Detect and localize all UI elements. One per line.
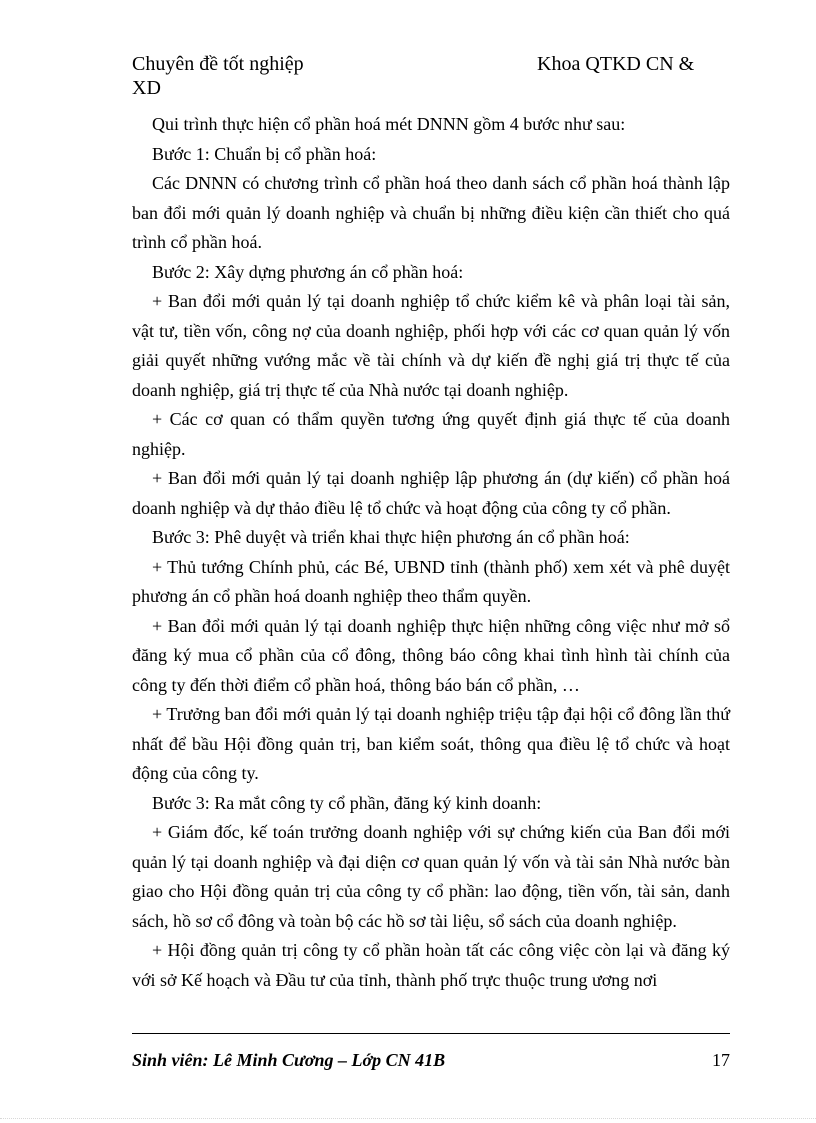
paragraph-step1-body: Các DNNN có chương trình cổ phần hoá theo danh sách cổ phần hoá thành lập ban đổi mới quản lý doanh nghiệp và chuẩn bị những điều kiện cần thiết cho quá trình cổ phần hoá. bbox=[132, 173, 730, 252]
paragraph-step2-item3: + Ban đổi mới quản lý tại doanh nghiệp lập phương án (dự kiến) cổ phần hoá doanh nghiệp và dự thảo điều lệ tổ chức và hoạt động của công ty cổ phần. bbox=[132, 468, 730, 518]
paragraph-step4-item2: + Hội đồng quản trị công ty cổ phần hoàn tất các công việc còn lại và đăng ký với sở Kế hoạch và Đầu tư của tỉnh, thành phố trực thuộc trung ương nơi bbox=[132, 940, 730, 990]
body-text bbox=[132, 110, 730, 995]
footer-student: Sinh viên: Lê Minh Cương – Lớp CN 41B bbox=[132, 1050, 446, 1070]
header-faculty-line1: Khoa QTKD CN & bbox=[537, 53, 695, 75]
paragraph-step2-item1: + Ban đổi mới quản lý tại doanh nghiệp tổ chức kiểm kê và phân loại tài sản, vật tư, tiền vốn, công nợ của doanh nghiệp, phối hợp với các cơ quan quản lý vốn giải quyết những vướng mắc về tài chính và dự kiến đề nghị giá trị thực tế của doanh nghiệp, giá trị thực tế của Nhà nước tại doanh nghiệp. bbox=[132, 291, 730, 400]
page-number: 17 bbox=[712, 1050, 730, 1070]
paragraph-step3-heading: Bước 3: Phê duyệt và triển khai thực hiện phương án cổ phần hoá: bbox=[152, 527, 630, 547]
paragraph-step2-item2: + Các cơ quan có thẩm quyền tương ứng quyết định giá thực tế của doanh nghiệp. bbox=[132, 409, 730, 459]
footer-divider bbox=[132, 1033, 730, 1034]
page-footer bbox=[132, 1048, 730, 1072]
paragraph-intro: Qui trình thực hiện cổ phần hoá mét DNNN gồm 4 bước như sau: bbox=[152, 114, 626, 134]
header-faculty-line2: XD bbox=[132, 77, 161, 99]
paragraph-step4-heading: Bước 3: Ra mắt công ty cổ phần, đăng ký kinh doanh: bbox=[152, 792, 542, 813]
paragraph-step3-item1: + Thủ tướng Chính phủ, các Bé, UBND tỉnh (thành phố) xem xét và phê duyệt phương án cổ phần hoá doanh nghiệp theo thẩm quyền. bbox=[132, 556, 730, 606]
header-title: Chuyên đề tốt nghiệp bbox=[132, 53, 304, 75]
paragraph-step3-item2: + Ban đổi mới quản lý tại doanh nghiệp thực hiện những công việc như mở sổ đăng ký mua cổ phần của cổ đông, thông báo công khai tình hình tài chính của công ty đến thời điểm cổ phần hoá, thông báo bán cổ phần, … bbox=[132, 615, 730, 695]
page-bottom-edge bbox=[0, 1118, 816, 1119]
paragraph-step4-item1: + Giám đốc, kế toán trưởng doanh nghiệp với sự chứng kiến của Ban đổi mới quản lý tại doanh nghiệp và đại diện cơ quan quản lý vốn và tài sản Nhà nước bàn giao cho Hội đồng quản trị của công ty cổ phần: lao động, tiền vốn, tài sản, danh sách, hồ sơ cổ đông và toàn bộ các hồ sơ tài liệu, sổ sách của doanh nghiệp. bbox=[132, 822, 730, 931]
page-header bbox=[132, 52, 732, 100]
paragraph-step1-heading: Bước 1: Chuẩn bị cổ phần hoá: bbox=[152, 143, 377, 164]
paragraph-step2-heading: Bước 2: Xây dựng phương án cổ phần hoá: bbox=[152, 261, 464, 282]
paragraph-step3-item3: + Trưởng ban đổi mới quản lý tại doanh nghiệp triệu tập đại hội cổ đông lần thứ nhất để bầu Hội đồng quản trị, ban kiểm soát, thông qua điều lệ tổ chức và hoạt động của công ty. bbox=[132, 704, 730, 783]
